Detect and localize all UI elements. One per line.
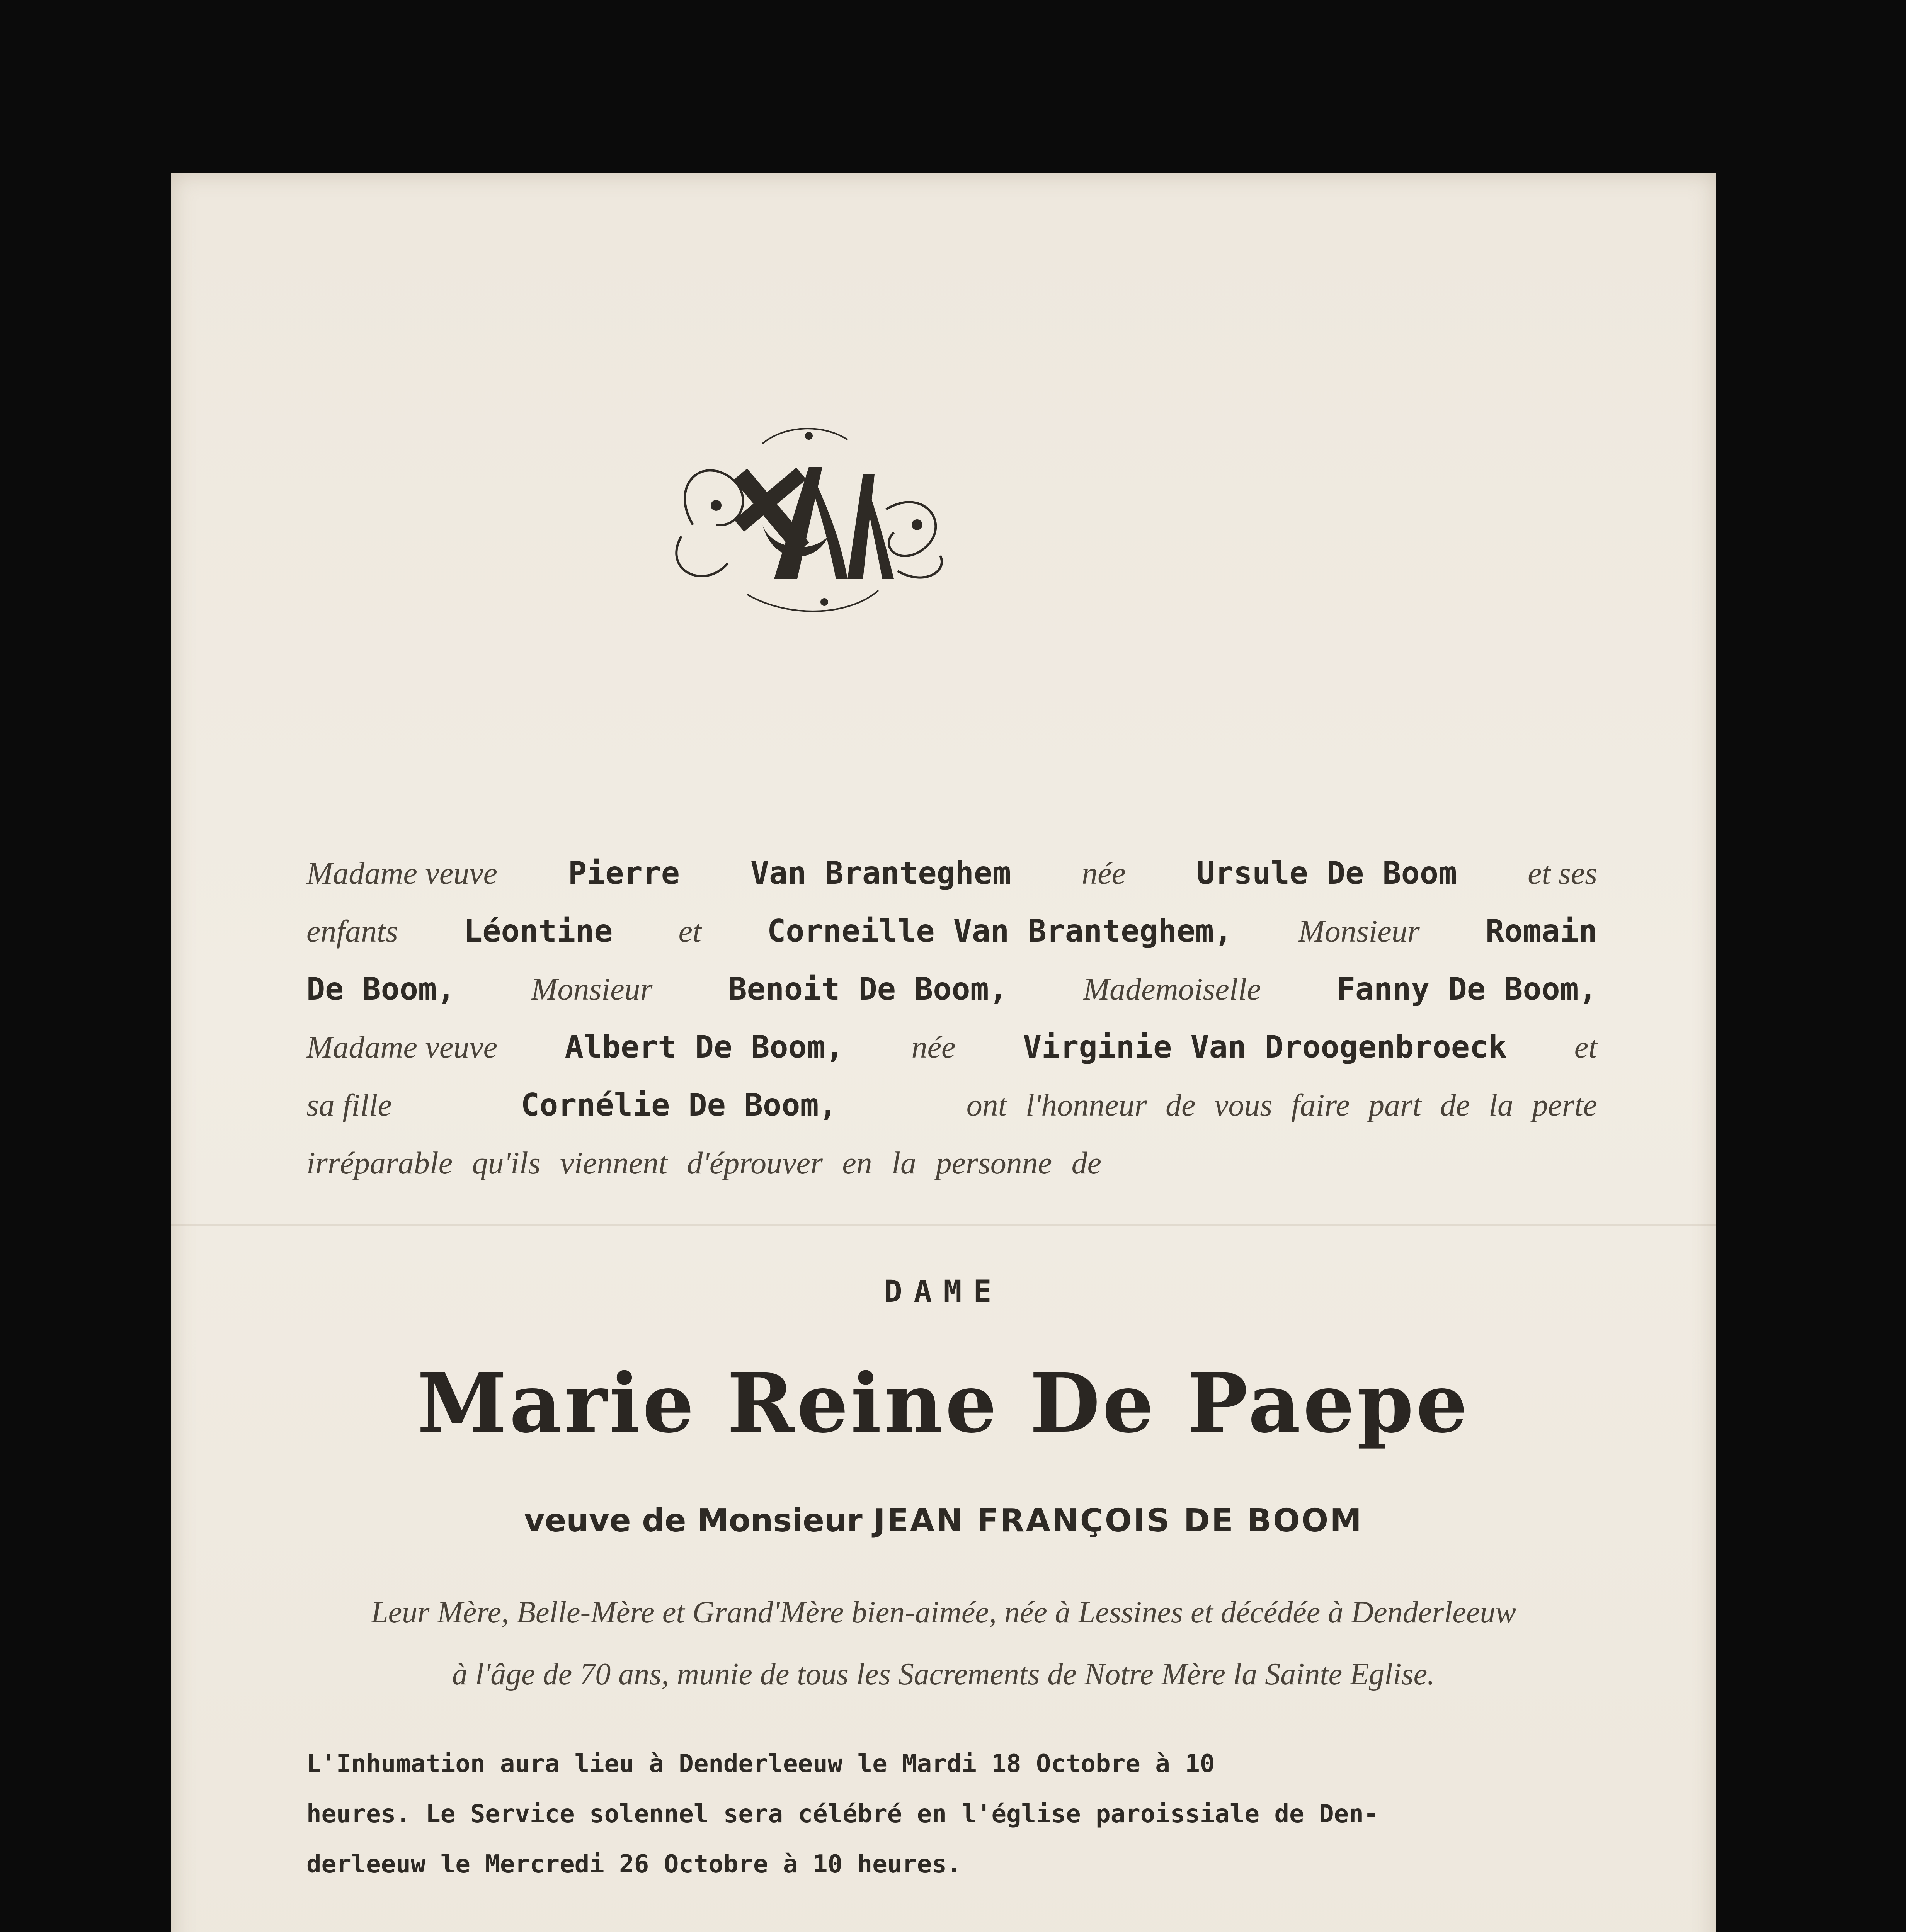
family-name: Benoit De Boom, [728, 971, 1007, 1007]
family-line-2 [306, 913, 1597, 971]
widow-prefix: veuve de Monsieur [524, 1502, 863, 1539]
funeral-line-2 [306, 1800, 1597, 1828]
family-name: Léontine [464, 913, 613, 949]
funeral-line-3 [306, 1850, 1597, 1879]
funeral-line-1 [306, 1750, 1597, 1778]
family-name: Albert De Boom, [565, 1029, 844, 1065]
family-name: Van Branteghem [750, 855, 1011, 891]
monogram-cross-icon [647, 409, 971, 625]
family-name: Fanny De Boom, [1336, 971, 1597, 1007]
family-line-6 [306, 1145, 1597, 1203]
family-line-5 [306, 1087, 1597, 1145]
family-text: et [678, 913, 701, 949]
funeral-text: L'Inhumation aura lieu à Denderleeuw le Mardi 18 Octobre à 10 [306, 1750, 1215, 1778]
family-text: sa fille [306, 1087, 392, 1122]
family-line-1 [306, 855, 1597, 913]
family-text: née [1082, 855, 1126, 891]
family-name: Corneille Van Branteghem, [767, 913, 1233, 949]
title-dame: DAME [884, 1274, 1003, 1309]
family-text: née [911, 1029, 956, 1065]
family-name: De Boom, [306, 971, 456, 1007]
family-text: et [1574, 1029, 1597, 1065]
funeral-text: heures. Le Service solennel sera célébré en l'église paroissiale de Den- [306, 1800, 1379, 1828]
family-line-3 [306, 971, 1597, 1029]
family-text: Monsieur [531, 971, 653, 1007]
family-line-4 [306, 1029, 1597, 1087]
family-name: Cornélie De Boom, [521, 1087, 837, 1123]
family-name: Romain [1485, 913, 1597, 949]
family-name: Pierre [568, 855, 680, 891]
widow-of-line [171, 1502, 1716, 1539]
family-text: Monsieur [1298, 913, 1420, 949]
funeral-text: derleeuw le Mercredi 26 Octobre à 10 heures. [306, 1850, 962, 1879]
family-name: Virginie Van Droogenbroeck [1023, 1029, 1507, 1065]
family-text: irréparable qu'ils viennent d'éprouver en la personne de [306, 1145, 1102, 1180]
family-text: Madame veuve [306, 855, 498, 891]
family-text: ont l'honneur de vous faire part de la perte [966, 1087, 1597, 1122]
family-text: Mademoiselle [1083, 971, 1261, 1007]
mourning-card [171, 173, 1716, 1932]
family-text: Madame veuve [306, 1029, 498, 1065]
paper-fold [171, 1224, 1716, 1226]
family-text: enfants [306, 913, 398, 949]
husband-name: JEAN FRANÇOIS DE BOOM [873, 1502, 1363, 1539]
details-line-2: à l'âge de 70 ans, munie de tous les Sacrements de Notre Mère la Sainte Eglise. [452, 1657, 1435, 1691]
deceased-name: Marie Reine De Paepe [417, 1355, 1470, 1451]
family-name: Ursule De Boom [1196, 855, 1457, 891]
details-line-1: Leur Mère, Belle-Mère et Grand'Mère bien-aimée, née à Lessines et décédée à Denderleeuw [371, 1595, 1516, 1629]
family-text: et ses [1528, 855, 1597, 891]
